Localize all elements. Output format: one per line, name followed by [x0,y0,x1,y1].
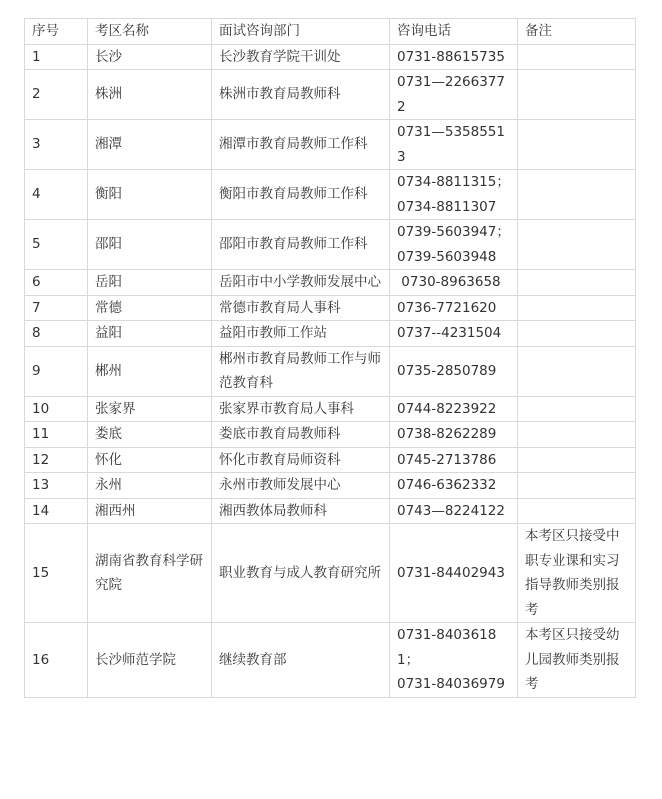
phone-number: 0738-8262289 [397,426,497,442]
cell-dept: 湘潭市教育局教师工作科 [212,120,390,170]
table-row [25,270,636,296]
cell-phone [390,473,518,499]
table-row [25,498,636,524]
cell-dept: 怀化市教育局师资科 [212,447,390,473]
phone-number: 0731-84036181； [397,627,497,668]
table-row [25,220,636,270]
header-phone: 咨询电话 [390,19,518,45]
cell-note [518,473,636,499]
cell-phone [390,422,518,448]
cell-dept: 常德市教育局人事科 [212,295,390,321]
cell-note [518,498,636,524]
cell-note [518,170,636,220]
cell-dept: 岳阳市中小学教师发展中心 [212,270,390,296]
phone-number: 0743—8224122 [397,502,505,519]
phone-number: 0734-8811307 [397,198,497,215]
cell-phone [390,170,518,220]
cell-note [518,447,636,473]
cell-phone [390,346,518,396]
phone-number: 0736-7721620 [397,299,497,316]
phone-number: 0746-6362332 [397,477,497,493]
cell-area: 湖南省教育科学研究院 [88,524,212,623]
phone-number: 0745-2713786 [397,451,497,468]
cell-dept: 益阳市教师工作站 [212,321,390,347]
cell-phone [390,623,518,698]
cell-note [518,422,636,448]
cell-dept: 株洲市教育局教师科 [212,70,390,120]
cell-dept: 职业教育与成人教育研究所 [212,524,390,623]
table-row [25,70,636,120]
cell-no: 2 [25,70,88,120]
contact-table [24,18,636,698]
table-row [25,295,636,321]
cell-area: 邵阳 [88,220,212,270]
cell-note [518,120,636,170]
cell-area: 张家界 [88,396,212,422]
cell-no: 15 [25,524,88,623]
phone-number: 0731—22663772 [397,74,505,115]
header-no: 序号 [25,19,88,45]
cell-no: 3 [25,120,88,170]
phone-number: 0731-84036979 [397,676,505,692]
table-row [25,120,636,170]
cell-phone [390,220,518,270]
table-row [25,524,636,623]
cell-phone [390,270,518,296]
cell-dept: 衡阳市教育局教师工作科 [212,170,390,220]
cell-phone [390,321,518,347]
table-row [25,170,636,220]
phone-number: 0739-5603947； [397,224,510,240]
phone-number: 0730-8963658 [397,274,501,290]
phone-number: 0734-8811315； [397,174,510,190]
cell-no: 14 [25,498,88,524]
cell-note [518,270,636,296]
cell-no: 11 [25,422,88,448]
cell-dept: 邵阳市教育局教师工作科 [212,220,390,270]
table-row [25,321,636,347]
cell-dept: 继续教育部 [212,623,390,698]
cell-phone [390,524,518,623]
cell-no: 7 [25,295,88,321]
cell-phone [390,44,518,70]
cell-area: 常德 [88,295,212,321]
table-row [25,422,636,448]
cell-dept: 长沙教育学院干训处 [212,44,390,70]
cell-note: 本考区只接受中职专业课和实习指导教师类别报考 [518,524,636,623]
cell-no: 4 [25,170,88,220]
phone-number: 0731-84402943 [397,564,505,581]
cell-area: 郴州 [88,346,212,396]
cell-phone [390,295,518,321]
cell-area: 岳阳 [88,270,212,296]
cell-area: 湘潭 [88,120,212,170]
table-row [25,447,636,473]
header-row [25,19,636,45]
table-row [25,396,636,422]
cell-no: 8 [25,321,88,347]
phone-number: 0744-8223922 [397,400,497,417]
cell-note [518,321,636,347]
cell-note [518,70,636,120]
phone-number: 0735-2850789 [397,362,497,379]
cell-no: 9 [25,346,88,396]
cell-dept: 湘西教体局教师科 [212,498,390,524]
cell-note [518,220,636,270]
cell-area: 株洲 [88,70,212,120]
cell-note [518,295,636,321]
table-body [25,44,636,697]
table-row [25,346,636,396]
cell-area: 湘西州 [88,498,212,524]
cell-area: 衡阳 [88,170,212,220]
cell-note [518,396,636,422]
cell-phone [390,498,518,524]
phone-number: 0739-5603948 [397,248,497,265]
table-row [25,473,636,499]
cell-no: 12 [25,447,88,473]
table-row [25,44,636,70]
header-note: 备注 [518,19,636,45]
phone-number: 0737--4231504 [397,325,502,341]
phone-number: 0731-88615735 [397,48,505,65]
cell-dept: 张家界市教育局人事科 [212,396,390,422]
cell-area: 长沙师范学院 [88,623,212,698]
cell-area: 长沙 [88,44,212,70]
cell-phone [390,396,518,422]
cell-no: 6 [25,270,88,296]
cell-note [518,346,636,396]
cell-area: 永州 [88,473,212,499]
cell-no: 10 [25,396,88,422]
cell-no: 13 [25,473,88,499]
cell-no: 16 [25,623,88,698]
cell-phone [390,120,518,170]
cell-no: 1 [25,44,88,70]
header-dept: 面试咨询部门 [212,19,390,45]
cell-dept: 娄底市教育局教师科 [212,422,390,448]
cell-area: 娄底 [88,422,212,448]
cell-area: 益阳 [88,321,212,347]
cell-note: 本考区只接受幼儿园教师类别报考 [518,623,636,698]
cell-no: 5 [25,220,88,270]
cell-phone [390,447,518,473]
phone-number: 0731—53585513 [397,124,505,165]
cell-phone [390,70,518,120]
table-row [25,623,636,698]
cell-dept: 郴州市教育局教师工作与师范教育科 [212,346,390,396]
header-area: 考区名称 [88,19,212,45]
cell-note [518,44,636,70]
cell-dept: 永州市教师发展中心 [212,473,390,499]
cell-area: 怀化 [88,447,212,473]
